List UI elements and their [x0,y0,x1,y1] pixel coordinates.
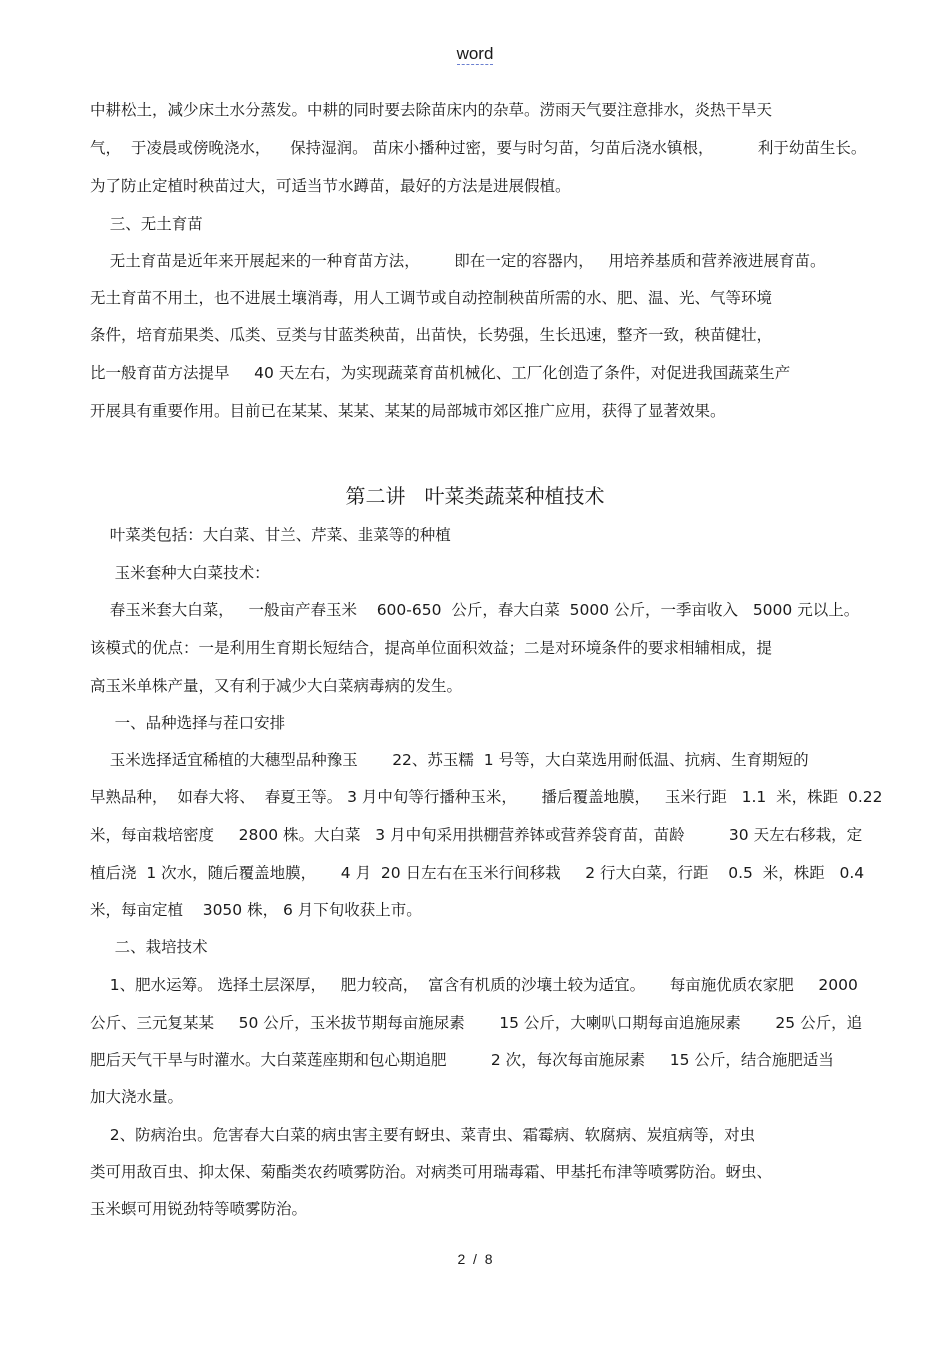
text-line: 条件，培育茄果类、瓜类、豆类与甘蓝类秧苗，出苗快，长势强，生长迅速，整齐一致，秧苗健壮， [90,326,773,344]
header-word: word [456,44,494,63]
text-line: 2、防病治虫。危害春大白菜的病虫害主要有蚜虫、菜青虫、霜霉病、软腐病、炭疽病等，对虫 [90,1126,756,1144]
text-line: 1、肥水运筹。 选择土层深厚， 肥力较高， 富含有机质的沙壤土较为适宜。 每亩施优质农家肥 2000 [90,976,858,994]
section-heading: 一、品种选择与茬口安排 [90,714,286,732]
text-line: 气， 于凌晨或傍晚浇水， 保持湿润。 苗床小播种过密，要与时匀苗，匀苗后浇水镇根， 利于幼苗生长。 [90,139,867,157]
section-heading: 三、无土育苗 [90,215,203,233]
text-line: 中耕松土，减少床土水分蒸发。中耕的同时要去除苗床内的杂草。涝雨天气要注意排水，炎热干旱天 [90,101,773,119]
text-line: 公斤、三元复某某 50 公斤，玉米拔节期每亩施尿素 15 公斤，大喇叭口期每亩追施尿素 25 公斤，追 [90,1014,863,1032]
page-number: 2 / 8 [457,1251,493,1267]
text-line: 该模式的优点：一是利用生育期长短结合，提高单位面积效益；二是对环境条件的要求相辅相成，提 [90,639,773,657]
text-line: 开展具有重要作用。目前已在某某、某某、某某的局部城市郊区推广应用，获得了显著效果。 [90,402,726,420]
text-line: 米，每亩定植 3050 株， 6 月下旬收获上市。 [90,901,422,919]
text-line: 叶菜类包括：大白菜、甘兰、芹菜、韭菜等的种植 [90,526,451,544]
text-line: 为了防止定植时秧苗过大，可适当节水蹲苗，最好的方法是进展假植。 [90,177,571,195]
section-heading: 二、栽培技术 [90,938,208,956]
text-line: 春玉米套大白菜， 一般亩产春玉米 600-650 公斤，春大白菜 5000 公斤，一季亩收入 5000 元以上。 [90,601,860,619]
section-heading: 玉米套种大白菜技术： [90,564,270,582]
text-line: 肥后天气干旱与时灌水。大白菜莲座期和包心期追肥 2 次，每次每亩施尿素 15 公斤，结合施肥适当 [90,1051,834,1069]
page-header [0,44,950,64]
text-line: 高玉米单株产量，又有利于减少大白菜病毒病的发生。 [90,677,463,695]
text-line: 类可用敌百虫、抑太保、菊酯类农药喷雾防治。对病类可用瑞毒霜、甲基托布津等喷雾防治。蚜虫、 [90,1163,773,1181]
text-line: 比一般育苗方法提早 40 天左右，为实现蔬菜育苗机械化、工厂化创造了条件，对促进我国蔬菜生产 [90,364,791,382]
text-line: 早熟品种， 如春大将、 春夏王等。 3 月中旬等行播种玉米， 播后覆盖地膜， 玉米行距 1.1 米，株距 0.22 [90,788,883,806]
text-line: 玉米选择适宜稀植的大穗型品种豫玉 22、苏玉糯 1 号等，大白菜选用耐低温、抗病、生育期短的 [90,751,809,769]
text-line: 加大浇水量。 [90,1088,184,1106]
text-line: 玉米螟可用锐劲特等喷雾防治。 [90,1200,308,1218]
text-line: 无土育苗不用土，也不进展土壤消毒，用人工调节或自动控制秧苗所需的水、肥、温、光、气等环境 [90,289,773,307]
text-line: 植后浇 1 次水，随后覆盖地膜， 4 月 20 日左右在玉米行间移栽 2 行大白菜，行距 0.5 米，株距 0.4 [90,864,865,882]
text-line: 无土育苗是近年来开展起来的一种育苗方法， 即在一定的容器内， 用培养基质和营养液进展育苗。 [90,252,826,270]
lecture-title: 第二讲 叶菜类蔬菜种植技术 [345,484,605,508]
text-line: 米，每亩栽培密度 2800 株。大白菜 3 月中旬采用拱棚营养钵或营养袋育苗，苗龄 30 天左右移栽，定 [90,826,863,844]
